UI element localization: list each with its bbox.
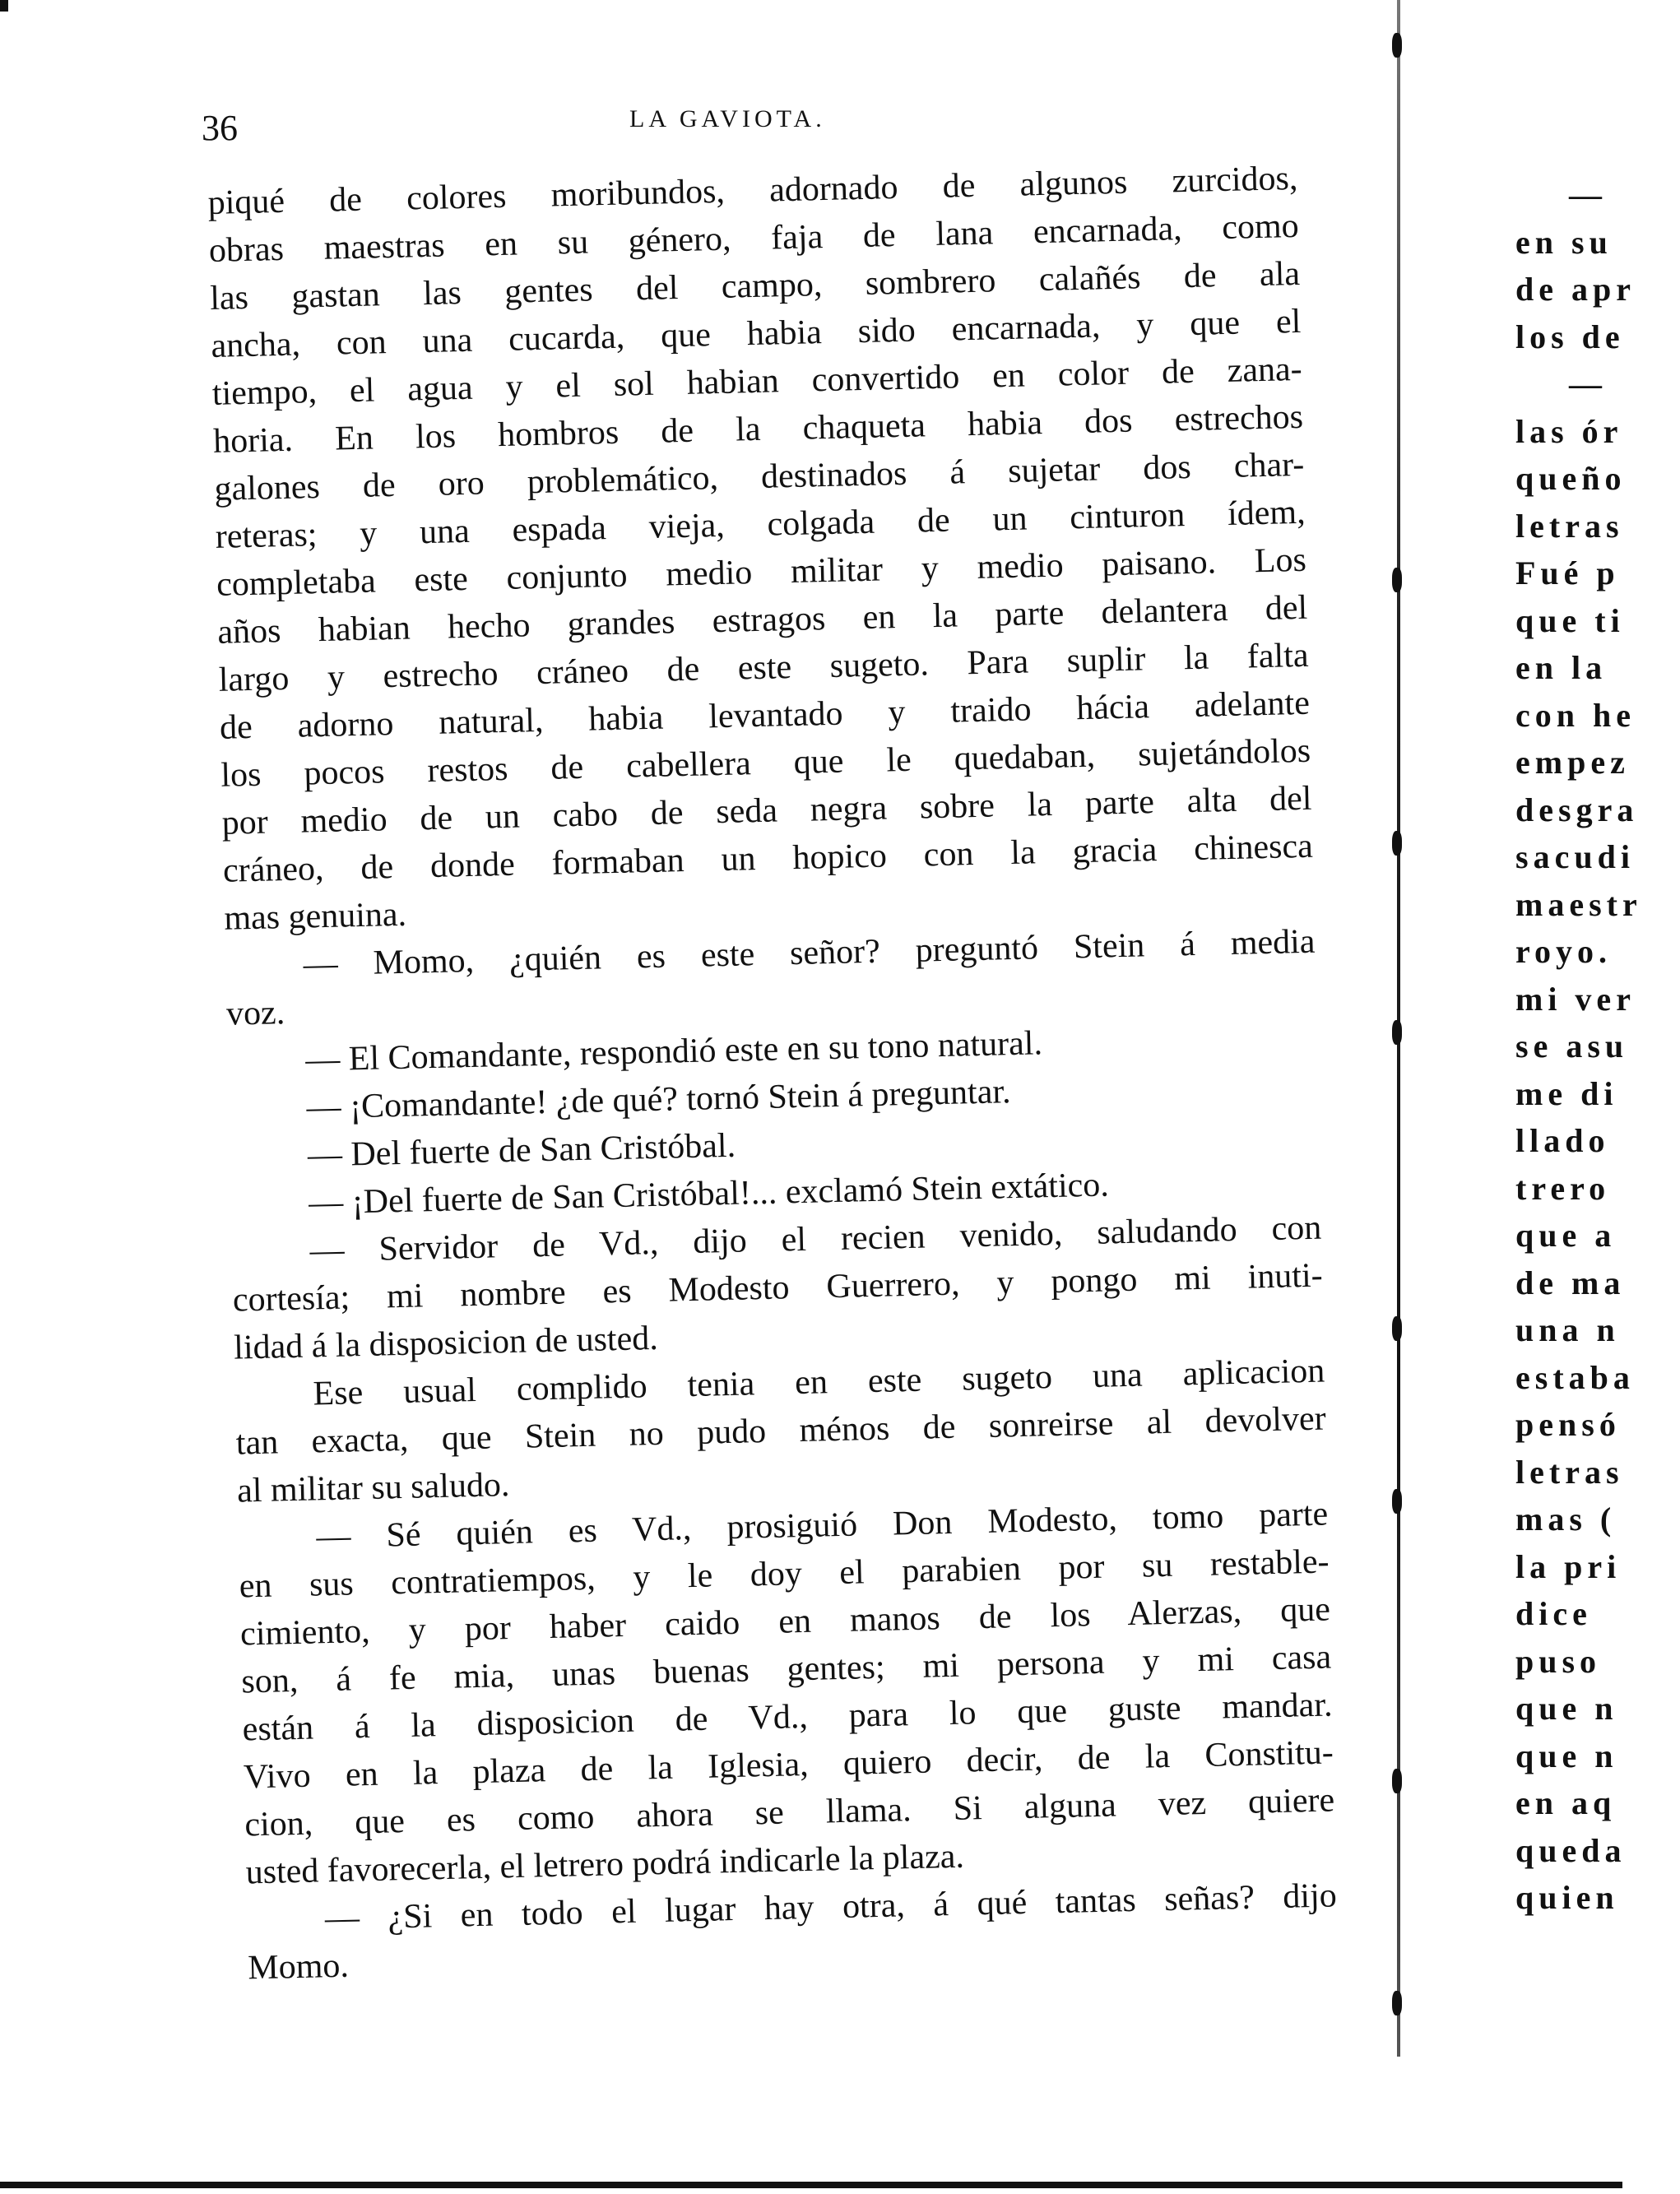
text-line: completaba este conjunto medio militar y medio paisano. Los bbox=[216, 540, 1307, 604]
text-line: — Del fuerte de San Cristóbal. bbox=[307, 1126, 736, 1175]
text-line: voz. bbox=[225, 994, 285, 1033]
text-line: — Momo, ¿quién es este señor? preguntó Stein á media bbox=[303, 922, 1316, 984]
facing-page-line: sacudi bbox=[1515, 838, 1635, 875]
spine-mark bbox=[1392, 1769, 1402, 1793]
text-line: piqué de colores moribundos, adornado de algunos zurcidos, bbox=[207, 159, 1298, 222]
text-line: mas genuina. bbox=[223, 895, 407, 938]
text-line: — ¡Comandante! ¿de qué? tornó Stein á preguntar. bbox=[306, 1073, 1011, 1127]
facing-page-line: que a bbox=[1515, 1217, 1617, 1254]
text-line: galones de oro problemático, destinados á sujetar dos char- bbox=[214, 445, 1305, 508]
text-line: Momo. bbox=[247, 1946, 350, 1988]
text-line: al militar su saludo. bbox=[236, 1466, 510, 1510]
facing-page-line: las ór bbox=[1515, 412, 1623, 450]
text-line: están á la disposicion de Vd., para lo que guste mandar. bbox=[242, 1686, 1333, 1749]
text-line: obras maestras en su género, faja de lana encarnada, como bbox=[208, 206, 1300, 270]
text-line: tan exacta, que Stein no pudo ménos de sonreirse al devolver bbox=[235, 1399, 1327, 1463]
text-line: de adorno natural, habia levantado y traido hácia adelante bbox=[219, 684, 1311, 747]
text-line: — ¡Del fuerte de San Cristóbal!... exclamó Stein extático. bbox=[308, 1166, 1110, 1222]
facing-page-line: desgra bbox=[1515, 791, 1639, 828]
spine-mark bbox=[1392, 33, 1402, 58]
text-line: años habian hecho grandes estragos en la parte delantera del bbox=[216, 588, 1308, 652]
text-line: cimiento, y por haber caido en manos de los Alerzas, que bbox=[239, 1590, 1331, 1654]
text-line: ancha, con una cucarda, que habia sido encarnada, y que el bbox=[211, 302, 1302, 365]
facing-page-line: puso bbox=[1515, 1642, 1602, 1680]
text-line: Vivo en la plaza de la Iglesia, quiero decir, de la Constitu- bbox=[243, 1733, 1334, 1797]
text-line: las gastan las gentes del campo, sombrero calañés de ala bbox=[209, 254, 1301, 318]
facing-page-line: que ti bbox=[1515, 601, 1625, 639]
facing-page-line: pensó bbox=[1515, 1406, 1621, 1443]
main-text-block bbox=[207, 155, 1339, 1992]
facing-page-line: mas ( bbox=[1515, 1501, 1617, 1538]
facing-page-line: trero bbox=[1515, 1169, 1611, 1207]
page-header bbox=[202, 99, 1296, 148]
text-line: cortesía; mi nombre es Modesto Guerrero, y pongo mi inuti- bbox=[232, 1256, 1324, 1320]
facing-page-line: mi ver bbox=[1515, 980, 1636, 1018]
facing-page-line: dice bbox=[1515, 1595, 1592, 1632]
facing-page-line: con he bbox=[1515, 696, 1636, 734]
facing-page-line: que n bbox=[1515, 1690, 1618, 1727]
spine-mark bbox=[1392, 1991, 1402, 2015]
facing-page-line: queda bbox=[1515, 1831, 1627, 1869]
text-line: — Servidor de Vd., dijo el recien venido, saludando con bbox=[309, 1208, 1322, 1270]
facing-page-line: royo. bbox=[1515, 933, 1613, 970]
spine-mark bbox=[1392, 568, 1402, 592]
facing-page-line: de apr bbox=[1515, 271, 1636, 308]
facing-page-line: queño bbox=[1515, 460, 1627, 497]
facing-page-line: de ma bbox=[1515, 1264, 1626, 1301]
text-line: Ese usual complido tenia en este sugeto una aplicacion bbox=[313, 1352, 1325, 1413]
text-line: tiempo, el agua y el sol habian convertido en color de zana- bbox=[211, 350, 1303, 413]
text-line: los pocos restos de cabellera que le quedaban, sujetándolos bbox=[220, 731, 1311, 795]
text-line: — El Comandante, respondió este en su tono natural. bbox=[304, 1024, 1043, 1079]
text-line: cion, que es como ahora se llama. Si alguna vez quiere bbox=[244, 1781, 1335, 1844]
facing-page-line: en aq bbox=[1515, 1784, 1617, 1821]
spine-mark bbox=[1392, 1316, 1402, 1341]
page-number: 36 bbox=[202, 108, 238, 148]
text-line: reteras; y una espada vieja, colgada de un cinturon ídem, bbox=[215, 493, 1306, 556]
facing-page-line: en su bbox=[1515, 223, 1613, 261]
spine-mark bbox=[1392, 1489, 1402, 1514]
text-line: por medio de un cabo de seda negra sobre la parte alta del bbox=[221, 779, 1312, 842]
spine-mark bbox=[1392, 1020, 1402, 1045]
facing-page-line: maestr bbox=[1515, 885, 1642, 923]
facing-page-line: letras bbox=[1515, 1453, 1624, 1491]
scan-bottom-edge bbox=[0, 2182, 1622, 2188]
text-line: — ¿Si en todo el lugar hay otra, á qué tantas señas? dijo bbox=[324, 1876, 1338, 1938]
facing-page-line: empez bbox=[1515, 744, 1630, 781]
text-line: en sus contratiempos, y le doy el parabien por su restable- bbox=[239, 1542, 1330, 1606]
text-line: son, á fe mia, unas buenas gentes; mi persona y mi casa bbox=[240, 1638, 1332, 1701]
scan-edge-mark bbox=[0, 0, 8, 12]
text-line: lidad á la disposicion de usted. bbox=[233, 1319, 659, 1367]
running-title: LA GAVIOTA. bbox=[629, 105, 826, 132]
spine-mark bbox=[1392, 831, 1402, 856]
facing-page-text bbox=[1515, 171, 1680, 1922]
text-line: usted favorecerla, el letrero podrá indicarle la plaza. bbox=[245, 1837, 965, 1892]
facing-page-line: — bbox=[1569, 176, 1607, 213]
facing-page-line: se asu bbox=[1515, 1027, 1629, 1065]
facing-page-line: una n bbox=[1515, 1311, 1620, 1348]
facing-page-line: Fué p bbox=[1515, 554, 1620, 591]
facing-page-line: que n bbox=[1515, 1737, 1618, 1774]
text-line: horia. En los hombros de la chaqueta habia dos estrechos bbox=[212, 397, 1304, 461]
facing-page-line: letras bbox=[1515, 507, 1624, 545]
text-line: largo y estrecho cráneo de este sugeto. Para suplir la falta bbox=[218, 636, 1309, 699]
text-line: — Sé quién es Vd., prosiguió Don Modesto, tomo parte bbox=[315, 1495, 1329, 1556]
facing-page-line: en la bbox=[1515, 649, 1608, 686]
facing-page-line: estaba bbox=[1515, 1358, 1635, 1396]
facing-page-line: los de bbox=[1515, 318, 1625, 355]
facing-page-line: la pri bbox=[1515, 1547, 1622, 1585]
facing-page-line: me di bbox=[1515, 1074, 1618, 1112]
facing-page-line: quien bbox=[1515, 1879, 1619, 1916]
facing-page-line: llado bbox=[1515, 1122, 1610, 1159]
text-line: cráneo, de donde formaban un hopico con la gracia chinesca bbox=[222, 827, 1314, 890]
facing-page-line: — bbox=[1569, 365, 1607, 402]
